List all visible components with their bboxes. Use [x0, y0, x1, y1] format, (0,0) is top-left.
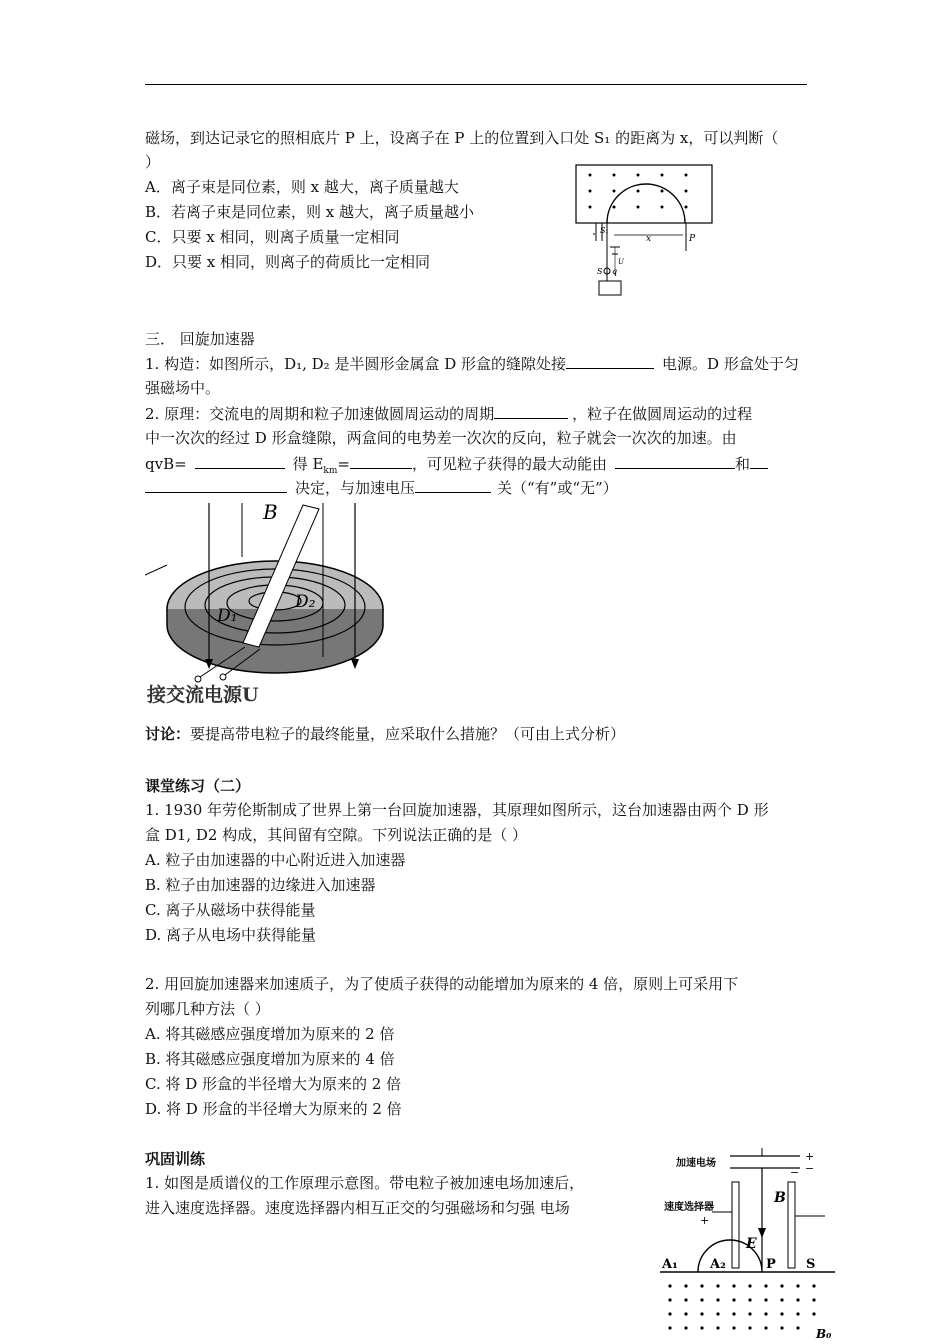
blank-period[interactable]: [494, 402, 568, 419]
practice-q1-line-1: 1. 1930 年劳伦斯制成了世界上第一台回旋加速器，其原理如图所示，这台加速器由两个 D 形: [145, 801, 769, 819]
construction-text-a: 1. 构造：如图所示，D₁, D₂ 是半圆形金属盒 D 形盒的缝隙处接: [145, 355, 567, 373]
fig2-caption: 接交流电源U: [147, 684, 259, 706]
practice-q2-option-d: D. 将 D 形盒的半径增大为原来的 2 倍: [145, 1100, 402, 1118]
fig2-label-d1: D₁: [217, 606, 238, 626]
blank-voltage[interactable]: [415, 476, 491, 493]
fig2-label-d2: D₂: [295, 592, 316, 612]
blank-factor-2a[interactable]: [750, 452, 768, 469]
practice-q2-option-a: A. 将其磁感应强度增加为原来的 2 倍: [145, 1025, 395, 1043]
fig3-label-a1: A₁: [662, 1257, 678, 1272]
ekm-subscript: km: [323, 466, 338, 476]
practice-q2-line-2: 列哪几种方法（ ）: [145, 1000, 270, 1018]
intro-line-2: ）: [145, 153, 161, 171]
section3-principle-1: [145, 402, 752, 425]
ekm-text: 得 E: [292, 455, 324, 473]
fig1-label-s: S: [597, 267, 603, 276]
and-text: 和: [734, 455, 750, 473]
fig1-label-p: P: [689, 234, 696, 244]
blank-ekm[interactable]: [350, 452, 412, 469]
blank-factor-1[interactable]: [615, 452, 735, 469]
section3-construction-1: [145, 352, 799, 375]
practice-q2-option-c: C. 将 D 形盒的半径增大为原来的 2 倍: [145, 1075, 402, 1093]
fig3-label-b0: B₀: [816, 1327, 832, 1341]
fig1-label-x: x: [646, 234, 652, 244]
consolidate-title: 巩固训练: [145, 1150, 206, 1168]
fig3-label-e: E: [746, 1236, 757, 1252]
velocity-selector-figure: [660, 1148, 835, 1342]
practice-q2-line-1: 2. 用回旋加速器来加速质子，为了使质子获得的动能增加为原来的 4 倍，原则上可采用下: [145, 975, 739, 993]
intro-option-b: B．若离子束是同位素，则 x 越大，离子质量越小: [145, 203, 475, 221]
practice-q1-option-a: A. 粒子由加速器的中心附近进入加速器: [145, 851, 406, 869]
principle-text-a: 2. 原理：交流电的周期和粒子加速做圆周运动的周期: [145, 405, 495, 423]
practice-q2-option-b: B. 将其磁感应强度增加为原来的 4 倍: [145, 1050, 395, 1068]
section3-principle-2: 中一次次的经过 D 形盒缝隙，两盒间的电势差一次次的反向，粒子就会一次次的加速。由: [145, 429, 737, 447]
intro-option-a: A．离子束是同位素，则 x 越大，离子质量越大: [145, 178, 459, 196]
relation-text: 关（“有”或“无”）: [497, 479, 618, 497]
blank-factor-2b[interactable]: [145, 476, 287, 493]
intro-option-d: D．只要 x 相同，则离子的荷质比一定相同: [145, 253, 431, 271]
section3-construction-2: 强磁场中。: [145, 379, 221, 397]
fig3-plus-1: +: [805, 1150, 815, 1163]
fig3-accel-label: 加速电场: [676, 1158, 716, 1169]
fig1-label-u: U: [618, 258, 624, 266]
practice-q1-option-d: D. 离子从电场中获得能量: [145, 926, 317, 944]
section3-principle-4: [145, 476, 618, 499]
practice-title: 课堂练习（二）: [145, 777, 251, 795]
fig3-label-s: S: [806, 1257, 816, 1272]
discussion-text: 要提高带电粒子的最终能量，应采取什么措施？（可由上式分析）: [190, 725, 626, 743]
cyclotron-figure: [145, 497, 405, 711]
fig2-label-b: B: [263, 500, 278, 524]
fig3-selector-label: 速度选择器: [664, 1202, 714, 1213]
header-rule: [145, 84, 807, 85]
fig3-minus-1: −: [805, 1162, 815, 1175]
ekm-equals: =: [337, 455, 350, 473]
intro-option-c: C．只要 x 相同，则离子质量一定相同: [145, 228, 400, 246]
intro-line-1: 磁场，到达记录它的照相底片 P 上，设离子在 P 上的位置到入口处 S₁ 的距离为 x，可以判断（: [145, 129, 779, 147]
decide-text: 决定，与加速电压: [295, 479, 416, 497]
fig3-label-p: P: [766, 1257, 776, 1272]
mass-spectrometer-figure: [574, 163, 714, 303]
discussion-label: 讨论：: [145, 725, 191, 743]
section3-title: 三． 回旋加速器: [145, 330, 255, 348]
fig3-plus-2: +: [700, 1214, 710, 1227]
max-energy-text: ，可见粒子获得的最大动能由: [411, 455, 607, 473]
consolidate-line-1: 1. 如图是质谱仪的工作原理示意图。带电粒子被加速电场加速后，: [145, 1174, 585, 1192]
fig3-label-a2: A₂: [710, 1257, 726, 1272]
consolidate-line-2: 进入速度选择器。速度选择器内相互正交的匀强磁场和匀强 电场: [145, 1199, 570, 1217]
practice-q1-line-2: 盒 D1, D2 构成，其间留有空隙。下列说法正确的是（ ）: [145, 826, 527, 844]
practice-q1-option-c: C. 离子从磁场中获得能量: [145, 901, 316, 919]
blank-qvb[interactable]: [195, 452, 285, 469]
fig3-label-b: B: [774, 1190, 786, 1206]
discussion: [145, 723, 625, 745]
fig3-minus-2: −: [790, 1166, 800, 1179]
principle-text-b: ，粒子在做圆周运动的过程: [572, 405, 753, 423]
practice-q1-option-b: B. 粒子由加速器的边缘进入加速器: [145, 876, 376, 894]
construction-text-b: 电源。D 形盒处于匀: [662, 355, 799, 373]
fig1-label-q: q: [612, 267, 618, 276]
fig1-label-s1: S₁: [600, 226, 609, 235]
blank-power[interactable]: [566, 352, 654, 369]
qvb-text: qvB=: [145, 455, 187, 473]
